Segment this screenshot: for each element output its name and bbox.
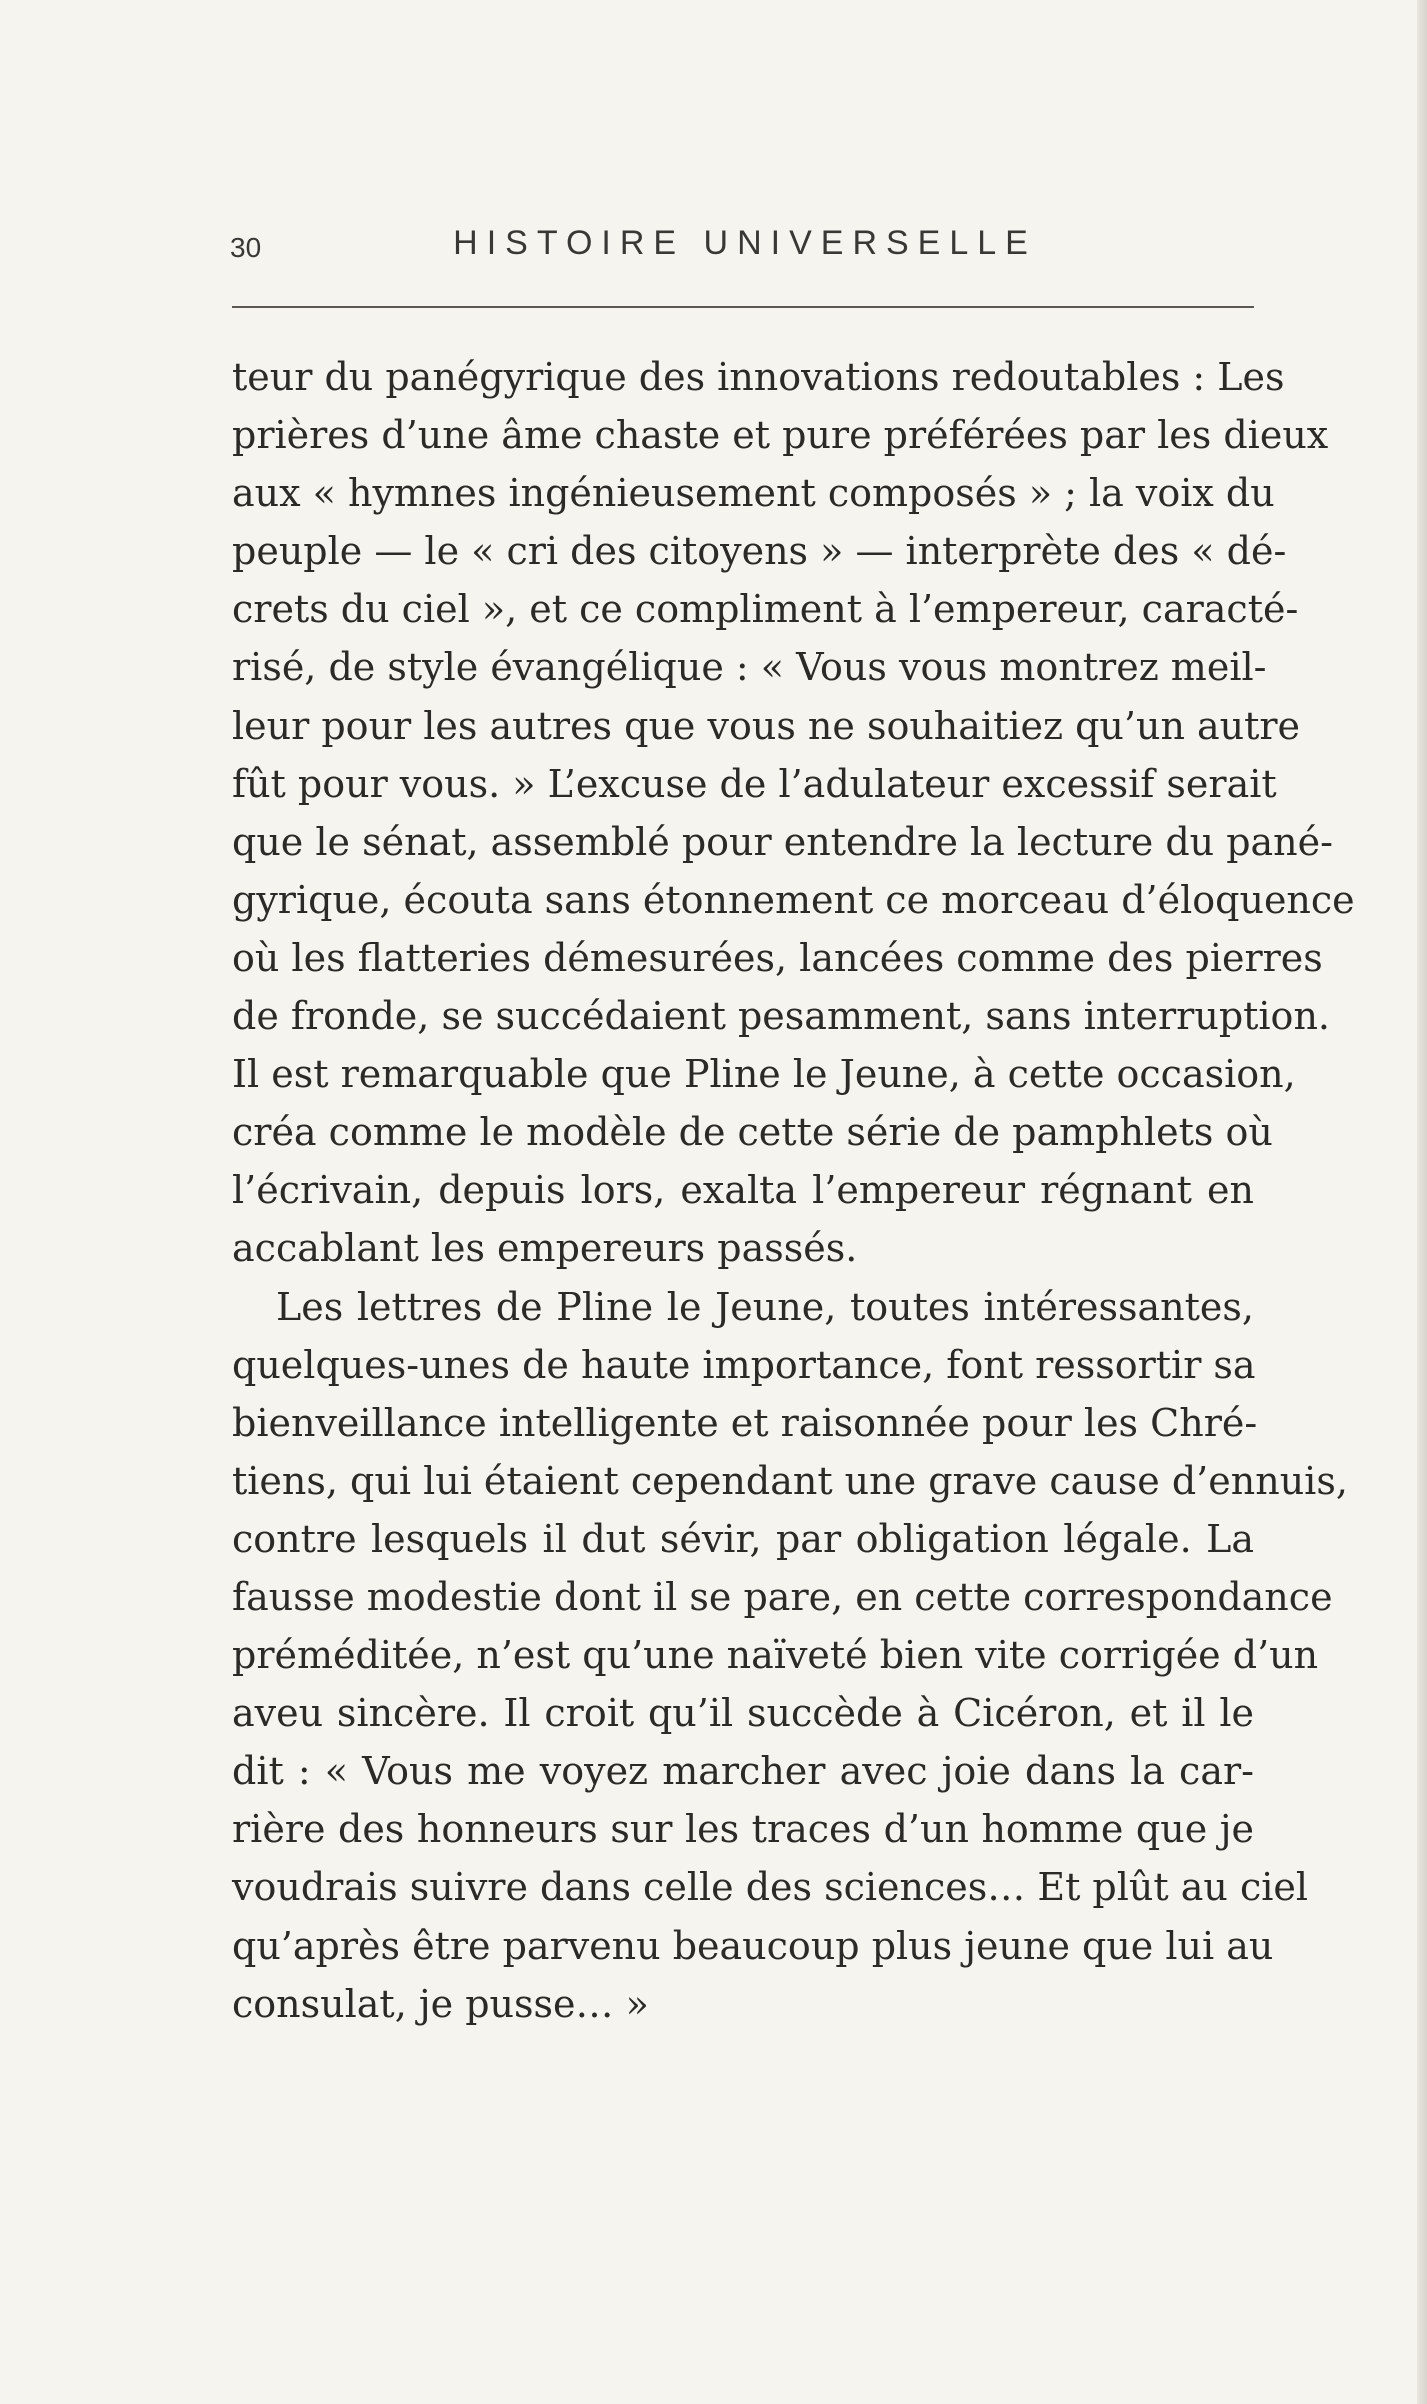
text-line: quelques-unes de haute importance, font ressortir sa	[232, 1342, 1256, 1387]
text-line: teur du panégyrique des innovations redoutables : Les	[232, 355, 1285, 399]
text-line: leur pour les autres que vous ne souhaitiez qu’un autre	[232, 703, 1301, 748]
text-line: que le sénat, assemblé pour entendre la lecture du pané-	[232, 819, 1333, 864]
text-line: contre lesquels il dut sévir, par obligation légale. La	[232, 1516, 1254, 1561]
text-line: voudrais suivre dans celle des sciences… Et plût au ciel	[232, 1865, 1309, 1910]
text-line: tiens, qui lui étaient cependant une grave cause d’ennuis,	[232, 1458, 1348, 1503]
text-line: peuple — le « cri des citoyens » — interprète des « dé-	[232, 529, 1287, 574]
text-line: Il est remarquable que Pline le Jeune, à cette occasion,	[232, 1052, 1296, 1097]
page-edge-shadow	[1417, 0, 1427, 2404]
page-header	[230, 222, 1260, 282]
text-line: gyrique, écouta sans étonnement ce morceau d’éloquence	[232, 877, 1355, 922]
text-line: prières d’une âme chaste et pure préférées par les dieux	[232, 413, 1329, 458]
running-title: HISTOIRE UNIVERSELLE	[453, 224, 1037, 262]
text-line: créa comme le modèle de cette série de pamphlets où	[232, 1110, 1273, 1155]
page-number: 30	[230, 232, 262, 263]
text-line: fût pour vous. » L’excuse de l’adulateur excessif serait	[232, 761, 1277, 806]
header-rule	[232, 306, 1254, 308]
text-line: rière des honneurs sur les traces d’un homme que je	[232, 1807, 1254, 1852]
text-line: bienveillance intelligente et raisonnée pour les Chré-	[232, 1400, 1258, 1445]
text-line: préméditée, n’est qu’une naïveté bien vite corrigée d’un	[232, 1633, 1319, 1678]
text-line: dit : « Vous me voyez marcher avec joie dans la car-	[232, 1749, 1254, 1794]
text-line: crets du ciel », et ce compliment à l’empereur, caracté-	[232, 587, 1299, 632]
text-line: qu’après être parvenu beaucoup plus jeune que lui au	[232, 1923, 1274, 1968]
paragraph-start-line: Les lettres de Pline le Jeune, toutes intéressantes,	[276, 1284, 1254, 1329]
text-line: où les flatteries démesurées, lancées comme des pierres	[232, 935, 1323, 980]
text-line: l’écrivain, depuis lors, exalta l’empereur régnant en	[232, 1168, 1254, 1213]
paragraph-end-line: consulat, je pusse… »	[232, 1981, 649, 2026]
text-line: de fronde, se succédaient pesamment, sans interruption.	[232, 994, 1330, 1039]
body-text	[232, 348, 1355, 2033]
text-line: risé, de style évangélique : « Vous vous montrez meil-	[232, 645, 1267, 690]
text-line: fausse modestie dont il se pare, en cette correspondance	[232, 1574, 1333, 1619]
paragraph-end-line: accablant les empereurs passés.	[232, 1226, 858, 1271]
text-line: aveu sincère. Il croit qu’il succède à Cicéron, et il le	[232, 1691, 1254, 1736]
text-line: aux « hymnes ingénieusement composés » ; la voix du	[232, 471, 1275, 516]
